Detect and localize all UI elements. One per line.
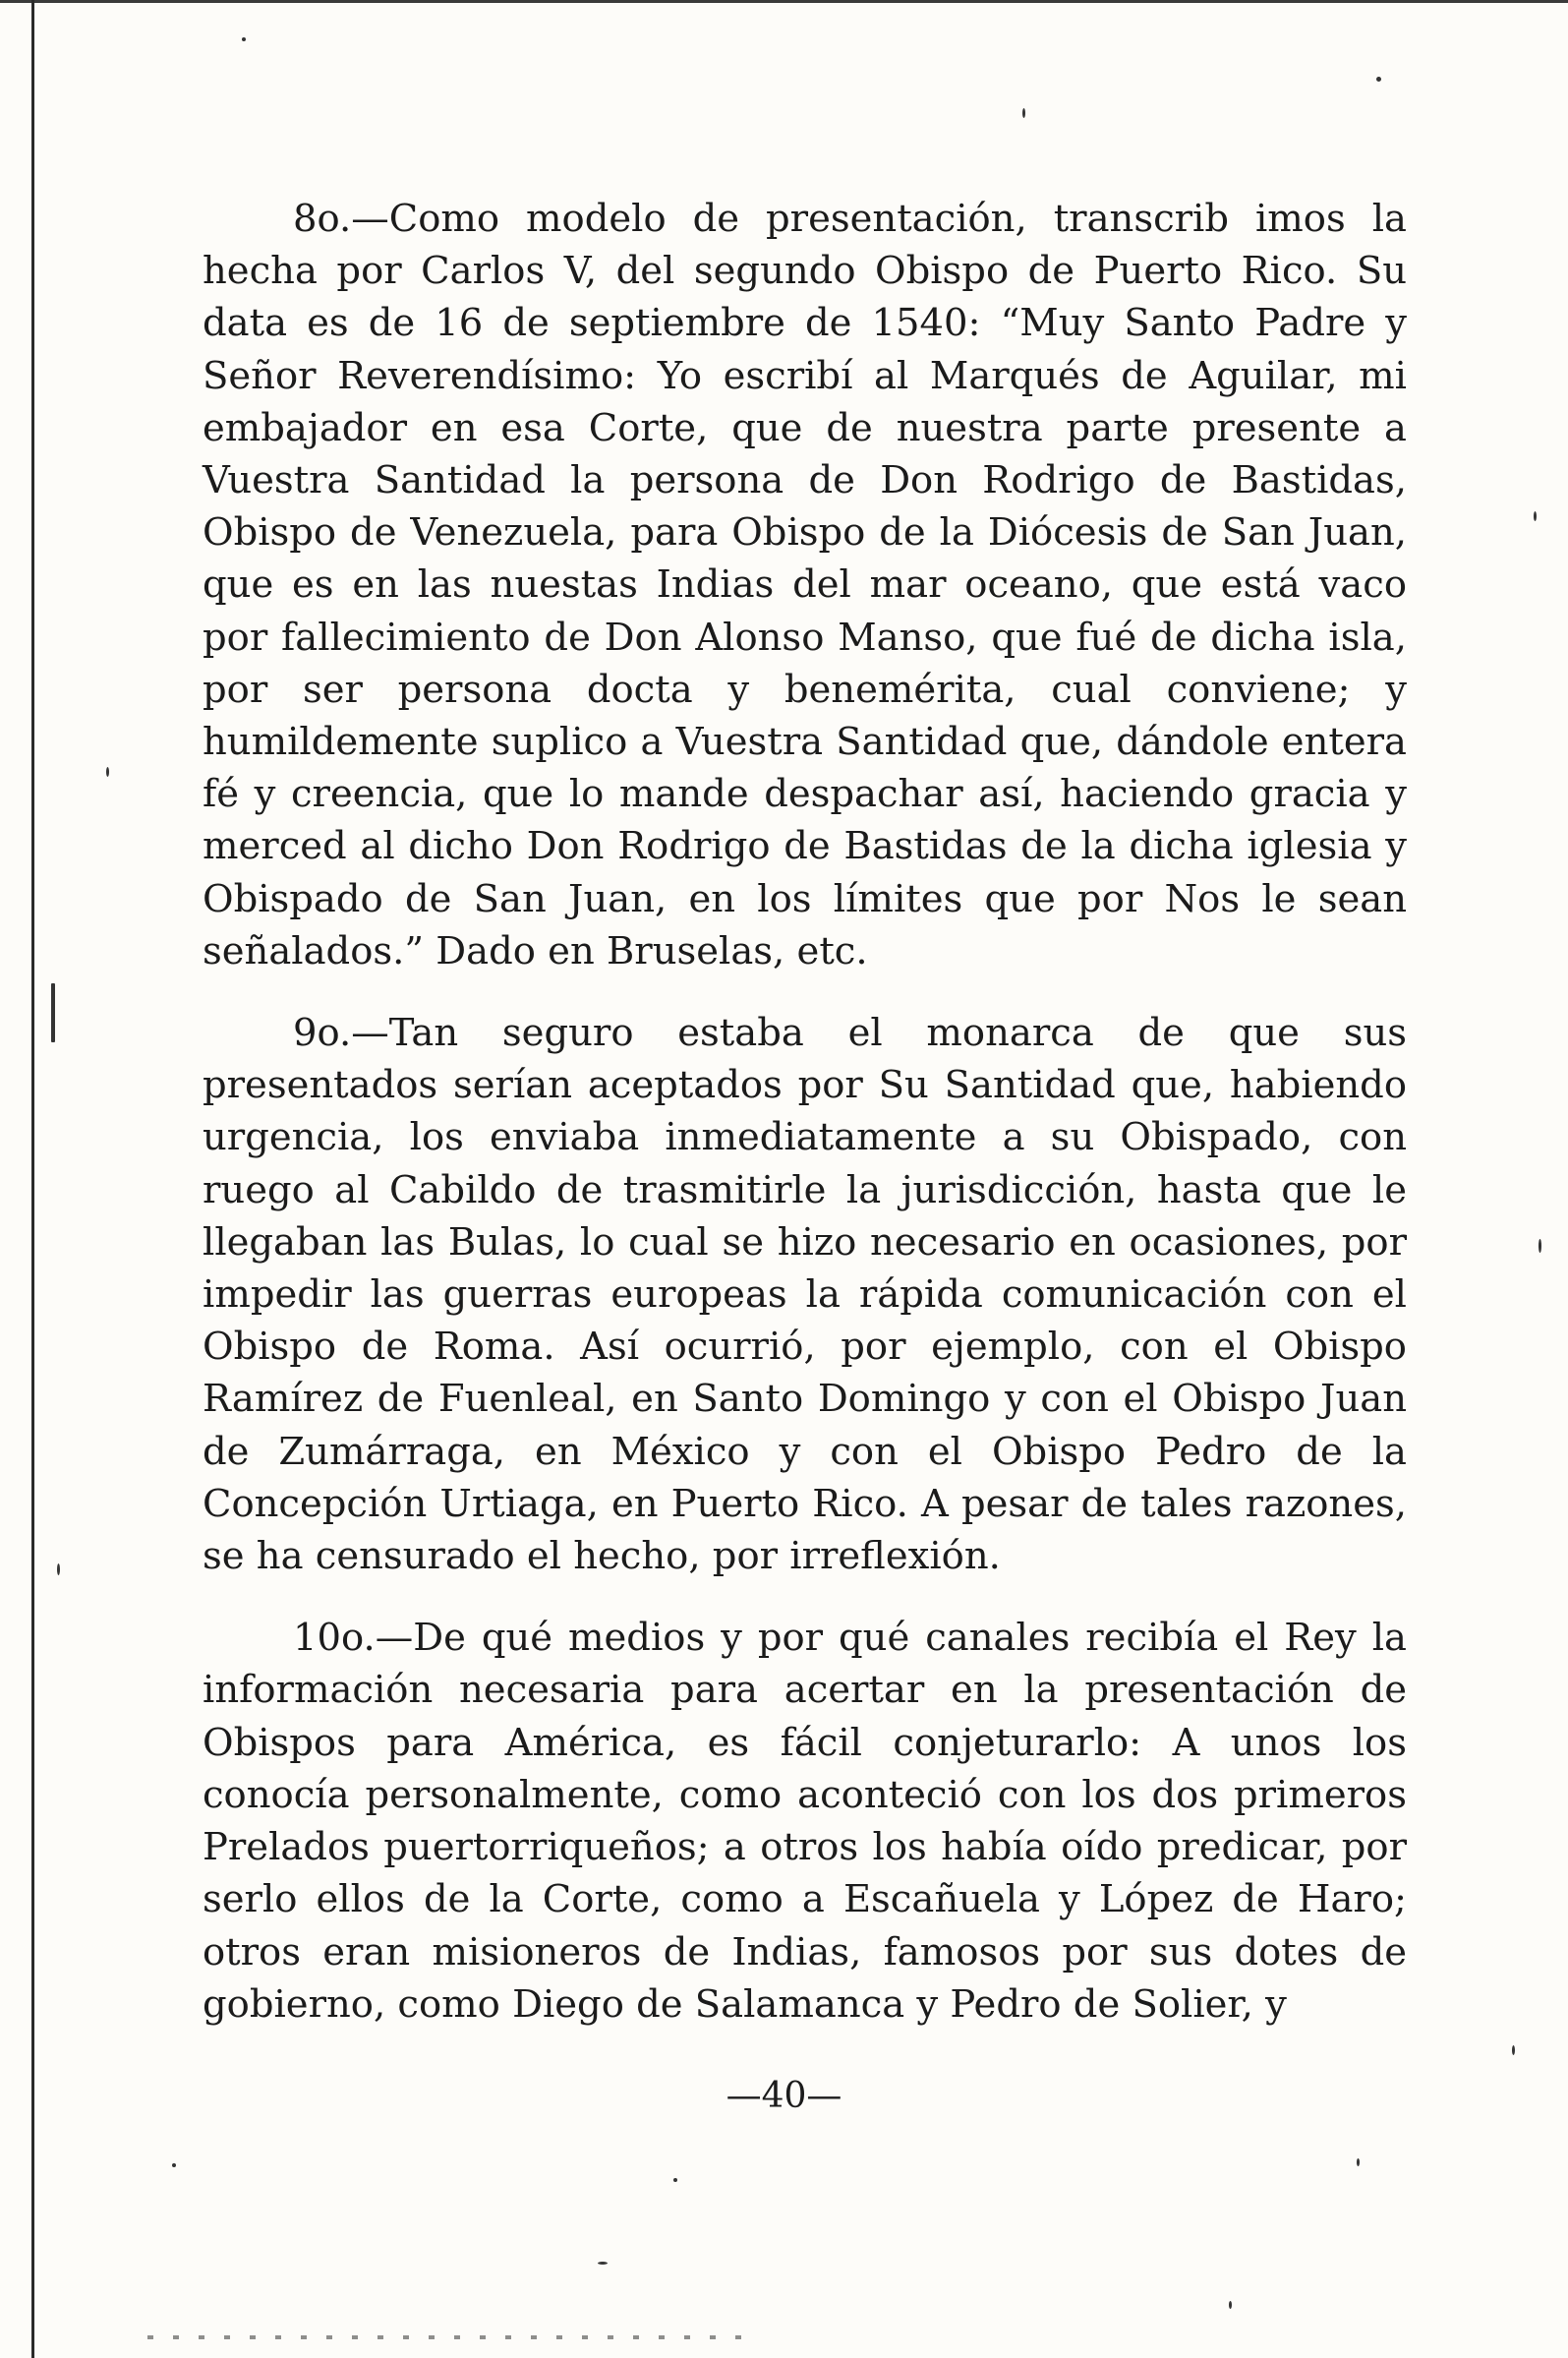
scan-bottom-noise — [147, 2335, 757, 2339]
scan-speck — [51, 983, 55, 1042]
scan-speck — [1357, 2158, 1360, 2166]
paragraph-8: 8o.—Como modelo de presentación, transcrib imos la hecha por Carlos V, del segundo Obispo de Puerto Rico. Su data es de 16 de septiembre de 1540: “Muy Santo Padre y Señor Reverendísimo: Yo escribí al Marqués de Aguilar, mi embajador en esa Corte, que de nuestra parte presente a Vuestra Santidad la persona de Don Rodrigo de Bastidas, Obispo de Venezuela, para Obispo de la Diócesis de San Juan, que es en las nuestas Indias del mar oceano, que está vaco por fallecimiento de Don Alonso Manso, que fué de dicha isla, por ser persona docta y benemérita, cual conviene; y humildemente suplico a Vuestra Santidad que, dándole entera fé y creencia, que lo mande despachar así, haciendo gracia y merced al dicho Don Rodrigo de Bastidas de la dicha iglesia y Obispado de San Juan, en los límites que por Nos le sean señalados.” Dado en Bruselas, etc. — [203, 197, 1407, 973]
scan-speck — [1534, 511, 1537, 521]
scan-speck — [172, 2163, 176, 2167]
scan-speck — [598, 2262, 608, 2265]
scan-speck — [1539, 1239, 1541, 1253]
paragraph-9: 9o.—Tan seguro estaba el monarca de que sus presentados serían aceptados por Su Santidad que, habiendo urgencia, los enviaba inmediatamente a su Obispado, con ruego al Cabildo de trasmitirle la jurisdicción, hasta que le llegaban las Bulas, lo cual se hizo necesario en ocasiones, por impedir las guerras europeas la rápida comunicación con el Obispo de Roma. Así ocurrió, por ejemplo, con el Obispo Ramírez de Fuenleal, en Santo Domingo y con el Obispo Juan de Zumárraga, en México y con el Obispo Pedro de la Concepción Urtiaga, en Puerto Rico. A pesar de tales razones, se ha censurado el hecho, por irreflexión. — [203, 1011, 1407, 1579]
scan-speck — [1022, 108, 1025, 118]
scan-speck — [106, 767, 109, 777]
paragraph-10: 10o.—De qué medios y por qué canales recibía el Rey la información necesaria para acertar en la presentación de Obispos para América, es fácil conjeturarlo: A unos los conocía personalmente, como aconteció con los dos primeros Prelados puertorriqueños; a otros los había oído predicar, por serlo ellos de la Corte, como a Escañuela y López de Haro; otros eran misioneros de Indias, famosos por sus dotes de gobierno, como Diego de Salamanca y Pedro de Solier, y — [203, 1616, 1407, 2027]
page-number: —40— — [726, 2076, 842, 2116]
top-scan-edge — [0, 0, 1568, 3]
scan-speck — [673, 2178, 677, 2182]
scan-speck — [242, 37, 246, 41]
scan-speck — [57, 1563, 60, 1575]
left-scan-edge — [31, 0, 34, 2358]
body-text — [203, 193, 1407, 2031]
scan-speck — [1229, 2301, 1232, 2309]
scan-speck — [1376, 77, 1381, 82]
scan-speck — [1512, 2045, 1515, 2055]
